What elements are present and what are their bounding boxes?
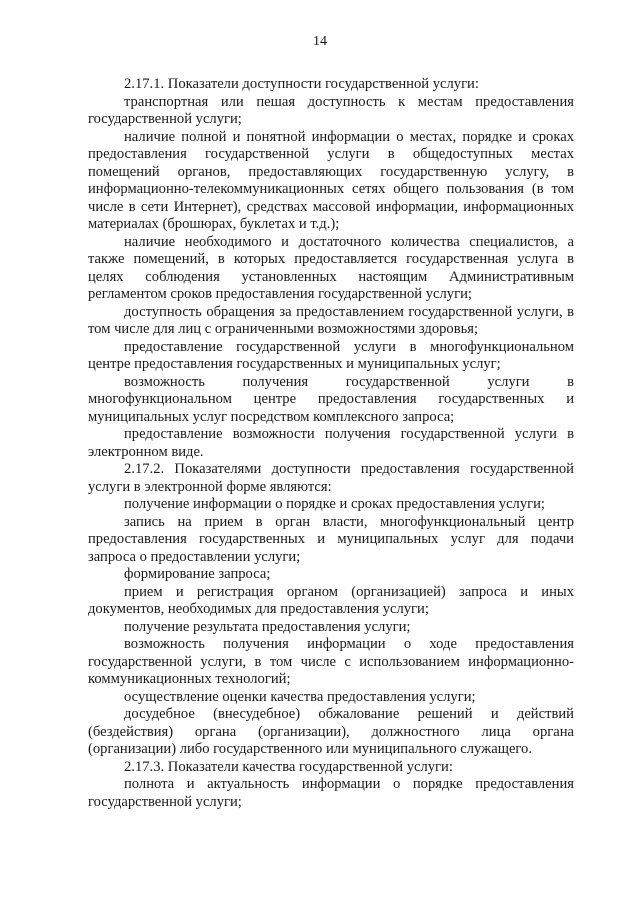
list-item: формирование запроса; (124, 566, 271, 582)
section-heading-2-17-2: 2.17.2. Показателями доступности предоставления государственной услуги в электронной форме являются: (88, 461, 574, 495)
body-text (88, 76, 574, 811)
list-item: возможность получения государственной услуги в многофункциональном центре предоставления государственных и муниципальных услуг посредством комплексного запроса; (88, 373, 574, 425)
list-item: наличие необходимого и достаточного количества специалистов, а также помещений, в которых предоставляется государственная услуга в целях соблюдения установленных настоящим Административным регламентом сроков предоставления государственной услуги; (88, 233, 574, 302)
section-heading-2-17-1: 2.17.1. Показатели доступности государственной услуги: (124, 76, 479, 92)
list-item: возможность получения информации о ходе предоставления государственной услуги, в том числе с использованием информационно-коммуникационных технологий; (88, 636, 574, 687)
list-item: предоставление государственной услуги в многофункциональном центре предоставления государственных и муниципальных услуг; (88, 338, 574, 372)
list-item: доступность обращения за предоставлением государственной услуги, в том числе для лиц с ограниченными возможностями здоровья; (88, 303, 574, 337)
page-number: 14 (313, 34, 327, 49)
list-item: запись на прием в орган власти, многофункциональный центр предоставления государственных и муниципальных услуг для подачи запроса о предоставлении услуги; (88, 513, 574, 565)
list-item: полнота и актуальность информации о порядке предоставления государственной услуги; (88, 776, 574, 810)
list-item: досудебное (внесудебное) обжалование решений и действий (бездействия) органа (организации), должностного лица органа (организации) либо государственного или муниципального служащего. (88, 706, 574, 757)
list-item: осуществление оценки качества предоставления услуги; (124, 688, 476, 705)
list-item: прием и регистрация органом (организацией) запроса и иных документов, необходимых для предоставления услуги; (88, 583, 574, 617)
section-heading-2-17-3: 2.17.3. Показатели качества государственной услуги: (124, 758, 453, 775)
list-item: предоставление возможности получения государственной услуги в электронном виде. (88, 426, 574, 460)
list-item: получение информации о порядке и сроках предоставления услуги; (124, 496, 545, 512)
list-item: транспортная или пешая доступность к местам предоставления государственной услуги; (88, 93, 574, 127)
list-item: наличие полной и понятной информации о местах, порядке и сроках предоставления государственной услуги в общедоступных местах помещений органов, предоставляющих государственную услугу, в информационно-телекоммуникационных сетях общего пользования (в том числе в сети Интернет), средствах массовой информации, информационных материалах (брошюрах, буклетах и т.д.); (88, 128, 574, 232)
list-item: получение результата предоставления услуги; (124, 618, 411, 635)
